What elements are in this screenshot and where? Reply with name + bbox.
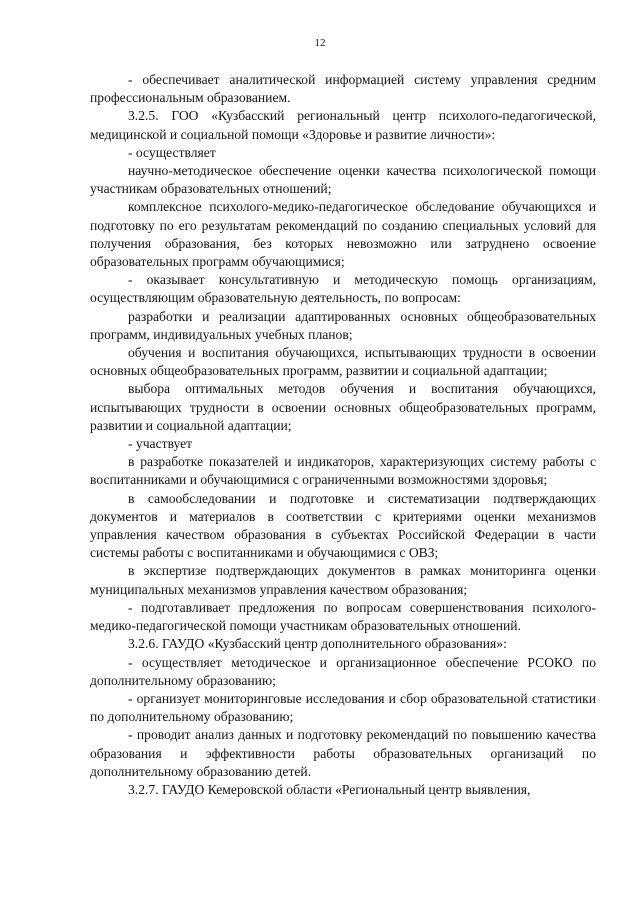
paragraph: - оказывает консультативную и методическую помощь организациям, осуществляющим образовательную деятельность, по вопросам: [90, 272, 596, 306]
section-heading-3-2-5: 3.2.5. ГОО «Кузбасский региональный центр психолого-педагогической, медицинской и социальной помощи «Здоровье и развитие личности»: [90, 108, 596, 142]
paragraph: - подготавливает предложения по вопросам совершенствования психолого-медико-педагогической помощи участникам образовательных отношений. [90, 599, 596, 634]
paragraph: комплексное психолого-медико-педагогическое обследование обучающихся и подготовку по его результатам рекомендаций по созданию специальных условий для получения образования, без которых невозможно или затруднено освоение образовательных программ обучающимися; [90, 199, 596, 270]
document-body [90, 71, 596, 799]
paragraph: в разработке показателей и индикаторов, характеризующих систему работы с воспитанниками и обучающимися с ограниченными возможностями здоровья; [90, 454, 596, 488]
paragraph: в самообследовании и подготовке и систематизации подтверждающих документов и материалов в соответствии с критериями оценки механизмов управления качеством образования в субъектах Российской Федерации в части системы работы с воспитанниками и обучающимися с ОВЗ; [90, 490, 596, 561]
paragraph: - организует мониторинговые исследования и сбор образовательной статистики по дополнительному образованию; [90, 690, 596, 725]
paragraph: - участвует [128, 436, 193, 452]
paragraph: выбора оптимальных методов обучения и воспитания обучающихся, испытывающих трудности в освоении основных общеобразовательных программ, развитии и социальной адаптации; [90, 381, 596, 433]
paragraph: обучения и воспитания обучающихся, испытывающих трудности в освоении основных общеобразовательных программ, развитии и социальной адаптации; [90, 345, 596, 379]
section-heading-3-2-6: 3.2.6. ГАУДО «Кузбасский центр дополнительного образования»: [128, 636, 507, 652]
page-number: 12 [314, 37, 326, 49]
paragraph: - обеспечивает аналитической информацией систему управления средним профессиональным образованием. [90, 72, 596, 106]
paragraph: в экспертизе подтверждающих документов в рамках мониторинга оценки муниципальных механизмов управления качеством образования; [90, 563, 596, 597]
paragraph: разработки и реализации адаптированных основных общеобразовательных программ, индивидуальных учебных планов; [90, 308, 596, 342]
section-heading-3-2-7: 3.2.7. ГАУДО Кемеровской области «Региональный центр выявления, [128, 781, 531, 797]
paragraph: - осуществляет методическое и организационное обеспечение РСОКО по дополнительному образованию; [90, 654, 596, 688]
paragraph: научно-методическое обеспечение оценки качества психологической помощи участникам образовательных отношений; [90, 163, 596, 197]
paragraph: - проводит анализ данных и подготовку рекомендаций по повышению качества образования и эффективности работы образовательных организаций по дополнительному образованию детей. [90, 727, 596, 779]
paragraph: - осуществляет [128, 144, 216, 160]
